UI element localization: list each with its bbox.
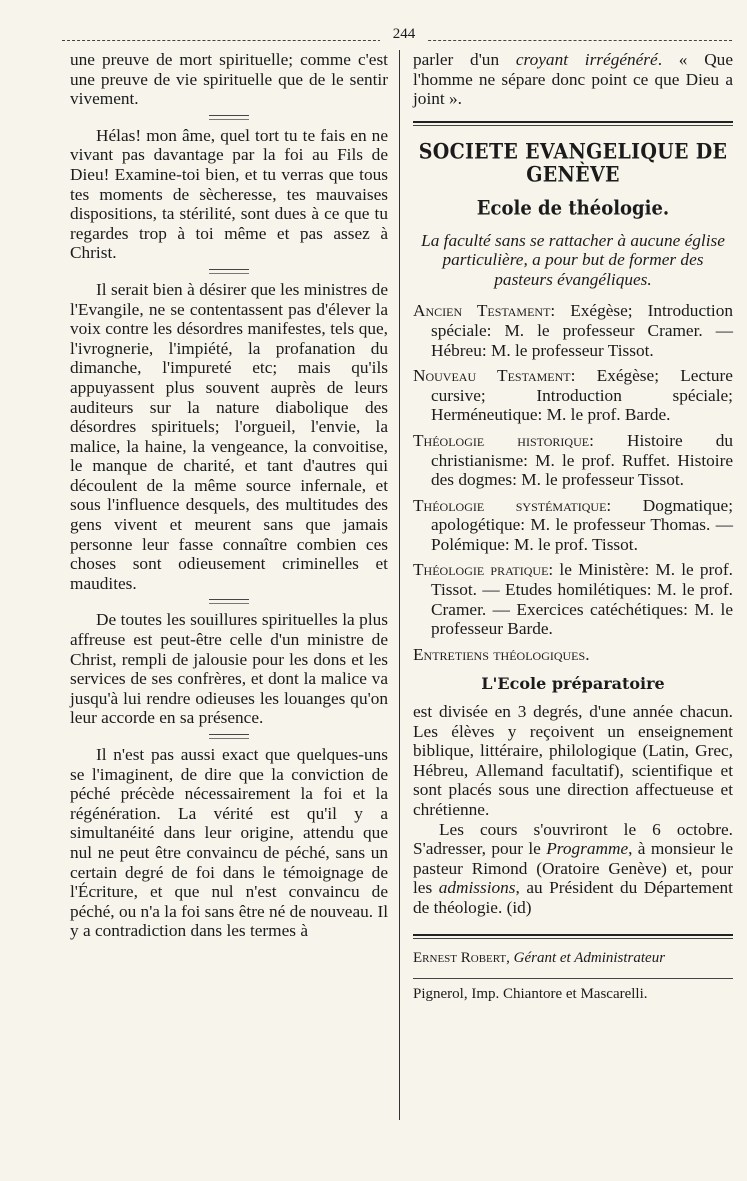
prep-school-title: L'Ecole préparatoire <box>481 674 665 694</box>
separator <box>209 269 249 274</box>
course-item: Ancien Testament: Exégèse; Introduction spéciale: M. le professeur Cramer. — Hébreu: M. le professeur Tissot. <box>413 301 733 360</box>
paragraph-2: Hélas! mon âme, quel tort tu te fais en ne vivant pas davantage par la foi au Fils de Dieu! Examine-toi bien, et tu verras que tous tes moments de sècheresse, tes mauvaises dispositions, ta stérilité, sont dues à ce que tu regardes trop à toi même et pas assez à Christ. <box>70 125 388 263</box>
page-number: 244 <box>380 26 428 43</box>
course-item: Théologie systématique: Dogmatique; apologétique: M. le professeur Thomas. — Polémique: M. le prof. Tissot. <box>413 495 733 554</box>
separator <box>209 115 249 120</box>
separator <box>209 734 249 739</box>
separator <box>209 599 249 604</box>
section-rule <box>413 125 733 126</box>
left-column <box>70 50 388 941</box>
column-divider <box>399 50 400 1120</box>
school-title: Ecole de théologie. <box>476 196 670 220</box>
course-item: Théologie historique: Histoire du christianisme: M. le prof. Ruffet. Histoire des dogmes: M. le professeur Tissot. <box>413 430 733 490</box>
paragraph-5: Il n'est pas aussi exact que quelques-uns se l'imaginent, de dire que la conviction de péché précède nécessairement la foi et la régénération. La vérité est qu'il y a simultanéité dans leur origine, attendu que nul ne peut être convaincu de péché, sans un certain degré de foi dans le témoignage de l'Écriture, et que nul n'est convaincu de péché, ou n'a la foi sans être né de nouveau. Il y a contradiction dans les termes à <box>70 745 388 941</box>
right-column <box>413 50 733 1005</box>
continuation-text: parler d'un croyant irrégénéré. « Que l'homme ne sépare donc point ce que Dieu a joint ». <box>413 50 733 109</box>
faculty-intro: La faculté sans se rattacher à aucune église particulière, a pour but de former des pasteurs évangéliques. <box>421 230 725 289</box>
section-rule <box>413 121 733 123</box>
course-item: Entretiens théologiques. <box>413 644 590 664</box>
paragraph-4: De toutes les souillures spirituelles la plus affreuse est peut-être celle d'un ministre de Christ, rempli de jalousie pour les dons et les services de ses confrères, et dont la malice va jusqu'à lui rendre odieuses les louanges qu'on leur accorde en sa présence. <box>70 610 388 728</box>
society-title: SOCIETE EVANGELIQUE DE GENÈVE <box>418 138 728 187</box>
course-item: Nouveau Testament: Exégèse; Lecture cursive; Introduction spéciale; Herméneutique: M. le prof. Barde. <box>413 366 733 425</box>
footer-printer: Pignerol, Imp. Chiantore et Mascarelli. <box>413 978 733 1005</box>
paragraph-1: une preuve de mort spirituelle; comme c'est une preuve de vie spirituelle que de le sentir vivement. <box>70 50 388 109</box>
prep-school-text: est divisée en 3 degrés, d'une année chacun. Les élèves y reçoivent un enseignement biblique, littéraire, philologique (Latin, Grec, Hébreu, Allemand facultatif), scientifique et sont placés sous une direction affectueuse et chrétienne. <box>413 702 733 819</box>
paragraph-3: Il serait bien à désirer que les ministres de l'Evangile, ne se contentassent pas d'élever la voix contre les désordres manifestes, tels que, l'ivrognerie, l'impiété, la profanation du dimanche, l'impureté etc; mais qu'ils appuyassent plus souvent auprès de leurs auditeurs sur la nature diabolique des désordres spirituels; l'orgueil, l'envie, la malice, la haine, la vengeance, la convoitise, le manque de charité, et tant d'autres qui découlent de la même source infernale, et sous l'influence desquels, des multitudes des gens vivent et meurent sans que jamais personne leur fasse connaître combien ces choses sont odieusement criminelles et maudites. <box>70 279 388 593</box>
footer-rule <box>413 934 733 936</box>
footer-manager: Ernest Robert, Gérant et Administrateur <box>413 949 666 966</box>
footer-rule <box>413 938 733 939</box>
course-item: Théologie pratique: le Ministère: M. le prof. Tissot. — Etudes homilétiques: M. le prof. Cramer. — Exercices catéchétiques: M. le professeur Barde. <box>413 560 733 639</box>
course-list <box>413 301 733 664</box>
courses-open-text: Les cours s'ouvriront le 6 octobre. S'adresser, pour le Programme, à monsieur le pasteur Rimond (Oratoire Genève) et, pour les admissions, au Président du Département de théologie. (id) <box>413 819 733 917</box>
